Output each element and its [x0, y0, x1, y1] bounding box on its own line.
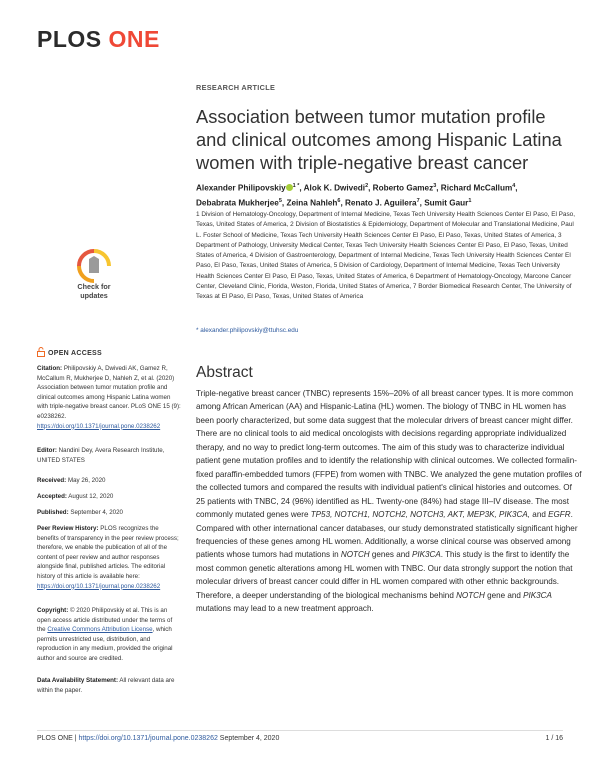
peer-review-block: Peer Review History: PLOS recognizes the benefits of transparency in the peer review process; therefore, we enable the publication of all of the content of peer review and author responses alongside final, published articles. The editorial history of this article is available here: https://doi.org/10.1371/journal.pone.0238262	[37, 525, 179, 590]
footer-doi-link[interactable]: https://doi.org/10.1371/journal.pone.0238262	[78, 735, 218, 742]
article-type: RESEARCH ARTICLE	[196, 83, 276, 92]
author-list: Alexander Philipovskiy $^{1 *}$, Alok K. Dwivedi$^2$, Roberto Gamez$^3$, Richard McCallum$^4$, Debabrata Mukherjee$^5$, Zeina Nahleh$^6$, Renato J. Aguilera$^7$, Sumit Gaur$^1$	[196, 183, 518, 208]
page-footer: PLOS ONE | https://doi.org/10.1371/journal.pone.0238262 September 4, 2020 1 / 16	[37, 735, 563, 742]
page-number: 1 / 16	[545, 735, 563, 742]
corresponding-email[interactable]: * alexander.philipovskiy@ttuhsc.edu	[196, 327, 299, 334]
abstract-heading: Abstract	[196, 364, 253, 381]
peer-review-link[interactable]: https://doi.org/10.1371/journal.pone.0238262	[37, 582, 161, 590]
footer-divider	[37, 730, 563, 731]
abstract-body: Triple-negative breast cancer (TNBC) represents 15%–20% of all breast cancer types. It is more common among African American (AA) and Hispanic-Latina (HL) women. The biology of TNBC in HL women has been poorly characterized, but some data suggest that the molecular drivers of breast cancer might differ. There are no clinical tools to aid medical oncologists with decisions regarding appropriate individualized therapy, and no way to predict long-term outcomes. The aim of this study was to characterize individual patient gene mutation profiles and to identify the relationship with clinical outcomes. We collected formalin-fixed paraffin-embedded tumors (FFPE) from women with TNBC. We analyzed the gene mutation profiles of the collected tumors and compared the results with individual patient's clinical histories and outcomes. Of 25 patients with TNBC, 24 (96%) identified as HL. Twenty-one (84%) had stage III–IV disease. The most commonly mutated genes were TP53, NOTCH1, NOTCH2, NOTCH3, AKT, MEP3K, PIK3CA, and EGFR. Compared with other international cancer databases, our study demonstrated statistically significant higher frequencies of these genes among HL women. Additionally, a worse clinical course was observed among patients whose tumors had mutations in NOTCH genes and PIK3CA. This study is the first to identify the most common genetic alterations among HL women with TNBC. Our data strongly support the notion that molecular drivers of breast cancer could differ in HL women compared with other ethnic backgrounds. Therefore, a deeper understanding of the biological mechanisms behind NOTCH gene and PIK3CA mutations may lead to a new treatment approach.	[196, 389, 582, 614]
citation-doi-link[interactable]: https://doi.org/10.1371/journal.pone.0238262	[37, 422, 161, 430]
data-availability-block: Data Availability Statement: All relevant data are within the paper.	[37, 677, 175, 694]
copyright-block: Copyright: © 2020 Philipovskiy et al. This is an open access article distributed under the terms of the Creative Commons Attribution License, which permits unrestricted use, distribution, and reproduction in any medium, provided the original author and source are credited.	[37, 607, 173, 662]
orcid-icon[interactable]	[286, 184, 293, 191]
license-link[interactable]: Creative Commons Attribution License	[47, 626, 153, 634]
open-lock-icon	[37, 347, 45, 357]
citation-block: Citation: Philipovskiy A, Dwivedi AK, Gamez R, McCallum R, Mukherjee D, Nahleh Z, et al. (2020) Association between tumor mutation profile and clinical outcomes among Hispanic Latina women with triple-negative breast cancer. PLoS ONE 15 (9): e0238262. https://doi.org/10.1371/journal.pone.0238262	[37, 365, 181, 430]
check-updates-label[interactable]: Check for updates	[77, 282, 111, 300]
accepted-date: Accepted: August 12, 2020	[37, 493, 114, 500]
published-date: Published: September 4, 2020	[37, 509, 123, 516]
affiliations: 1 Division of Hematology-Oncology, Department of Internal Medicine, Texas Tech University Health Sciences Center El Paso, El Paso, Texas, United States of America, 2 Division of Biostatistics & Epidemiology, Department of Molecular and Translational Medicine, Paul L. Foster School of Medicine, Texas Tech University Health Sciences Center El Paso, El Paso, Texas, United States of America, 3 Department of Pathology, University Medical Center, Texas Tech University Health Sciences Center El Paso, El Paso, Texas, United States of America, 4 Division of Gastroenterology, Department of Internal Medicine, Texas Tech University Health Sciences Center El Paso, El Paso, Texas, United States of America, 5 Division of Cardiology, Department of Internal Medicine, Texas Tech University Health Sciences Center El Paso, El Paso, Texas, United States of America, 6 Department of Hematology-Oncology, Marcone Cancer Center, Cleveland Clinic, Florida, Weston, Florida, United States of America, 7 Border Biomedical Research Center, The University of Texas at El Paso, El Paso, Texas, United States of America	[196, 211, 575, 301]
received-date: Received: May 26, 2020	[37, 477, 106, 484]
open-access-badge: OPEN ACCESS	[37, 347, 102, 357]
article-title: Association between tumor mutation profile and clinical outcomes among Hispanic Latina women with triple-negative breast cancer	[196, 106, 562, 173]
editor-block: Editor: Nandini Dey, Avera Research Institute, UNITED STATES	[37, 447, 165, 464]
check-updates-icon[interactable]	[72, 248, 116, 284]
journal-logo: PLOS ONE	[37, 26, 160, 52]
